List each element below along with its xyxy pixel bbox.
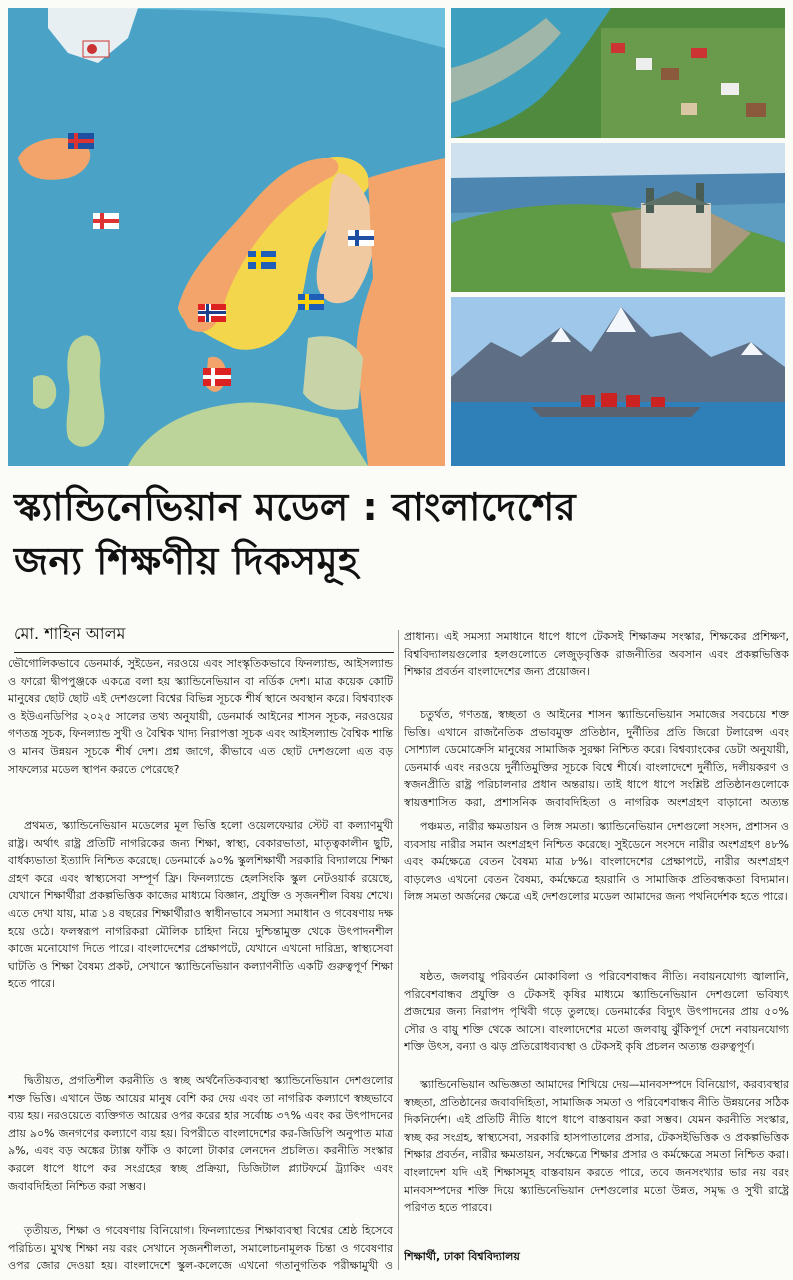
paragraph-fifth: পঞ্চমত, নারীর ক্ষমতায়ন ও লিঙ্গ সমতা। স্ক্যান্ডিনেভিয়ান দেশগুলো সংসদ, প্রশাসন ও ব্যবসায় নারীর সমান অংশগ্রহণ নিশ্চিত করেছে। সুইডেনে সংসদে নারীর অংশগ্রহণ ৪৮% এবং কর্মক্ষেত্রে বেতন বৈষম্য মাত্র ৮%। বাংলাদেশের প্রেক্ষাপটে, নারীর অংশগ্রহণ বাড়লেও এখনো বেতন বৈষম্য, কর্মক্ষেত্রে হয়রানি ও সামাজিক প্রতিবন্ধকতা বিদ্যমান। লিঙ্গ সমতা অর্জনের ক্ষেত্রে এই দেশগুলোর মডেল আমাদের জন্য পথনির্দেশক হতে পারে। bbox=[404, 820, 789, 904]
article-column-left bbox=[8, 0, 393, 1280]
paragraph-second: দ্বিতীয়ত, প্রগতিশীল করনীতি ও স্বচ্ছ অর্থনৈতিকব্যবস্থা স্ক্যান্ডিনেভিয়ান দেশগুলোর শক্ত ভিত্তি। এখানে উচ্চ আয়ের মানুষ বেশি কর দেয় এবং তা নাগরিক কল্যাণে স্বচ্ছভাবে ব্যয় হয়। নরওয়েতে ব্যক্তিগত আয়ের ওপর করের হার সর্বোচ্চ ৩৭% এবং কর উৎপাদনের প্রায় ৯০% জনগণের কল্যাণে ব্যয় হয়। বিপরীতে বাংলাদেশের কর-জিডিপি অনুপাত মাত্র ৯%, এবং বড় অঙ্কের ট্যাক্স ফাঁকি ও কালো টাকার লেনদেন প্রচলিত। করনীতি সংস্কার করলে ধাপে ধাপে কর সংগ্রহের স্বচ্ছ প্রক্রিয়া, ডিজিটাল প্ল্যাটফর্মে ট্র্যাকিং এবং জবাবদিহিতা নিশ্চিত করা সম্ভব। bbox=[8, 1074, 393, 1193]
paragraph-fourth: চতুর্থত, গণতন্ত্র, স্বচ্ছতা ও আইনের শাসন স্ক্যান্ডিনেভিয়ান সমাজের সবচেয়ে শক্ত ভিত্তি। এখানে রাজনৈতিক প্রভাবমুক্ত প্রতিষ্ঠান, দুর্নীতির প্রতি জিরো টলারেন্স এবং সোশ্যাল ডেমোক্রেসি মানুষের সামাজিক সুরক্ষা নিশ্চিত করে। বিশ্বব্যাংকের ডেটা অনুযায়ী, ডেনমার্ক এবং নরওয়ে দুর্নীতিমুক্তির সূচকে বিশ্বে শীর্ষে। বাংলাদেশে দুর্নীতি, দলীয়করণ ও স্বজনপ্রীতি রাষ্ট্র পরিচালনার প্রধান অন্তরায়। তাই ধাপে ধাপে সংশ্লিষ্ট প্রতিষ্ঠানগুলোকে স্বায়ত্তশাসিত করা, প্রশাসনিক জবাবদিহিতা ও নাগরিক অংশগ্রহণ বাড়ানো অত্যন্ত bbox=[404, 708, 789, 809]
paragraph-first: প্রথমত, স্ক্যান্ডিনেভিয়ান মডেলের মূল ভিত্তি হলো ওয়েলফেয়ার স্টেট বা কল্যাণমুখী রাষ্ট্র। অর্থাৎ রাষ্ট্র প্রতিটি নাগরিকের জন্য শিক্ষা, স্বাস্থ্য, বেকারভাতা, মাতৃত্বকালীন ছুটি, বার্ধক্যভাতা ইত্যাদি নিশ্চিত করেছে। ডেনমার্কে ৯০% স্কুলশিক্ষার্থী সরকারি বিদ্যালয়ে শিক্ষা গ্রহণ করে এবং স্বাস্থ্যসেবা সম্পূর্ণ ফ্রি। ফিনল্যান্ডে হেলসিংকি স্কুল নেটওয়ার্ক রয়েছে, যেখানে শিক্ষার্থীরা প্রকল্পভিত্তিক কাজের মাধ্যমে বিজ্ঞান, প্রযুক্তি ও সৃজনশীল বিষয় শেখে। এতে দেখা যায়, মাত্র ১৪ বছরের শিক্ষার্থীরাও স্বাধীনভাবে সমস্যা সমাধান ও গবেষণায় দক্ষ হয়ে ওঠে। ফলস্বরূপ নাগরিকরা মৌলিক চাহিদা নিয়ে দুশ্চিন্তামুক্ত থেকে উৎপাদনশীল কাজে মনোযোগ দিতে পারে। বাংলাদেশের প্রেক্ষাপটে, যেখানে এখনো দারিদ্র্য, স্বাস্থ্যসেবা ঘাটতি ও শিক্ষা বৈষম্য প্রকট, সেখানে স্ক্যান্ডিনেভিয়ান কল্যাণনীতি একটি গুরুত্বপূর্ণ শিক্ষা হতে পারে। bbox=[8, 819, 393, 991]
paragraph-third: তৃতীয়ত, শিক্ষা ও গবেষণায় বিনিয়োগ। ফিনল্যান্ডের শিক্ষাব্যবস্থা বিশ্বের শ্রেষ্ঠ হিসেবে পরিচিত। মুখস্থ শিক্ষা নয় বরং সেখানে সৃজনশীলতা, সমালোচনামূলক চিন্তা ও গবেষণার ওপর জোর দেওয়া হয়। বাংলাদেশে স্কুল-কলেজে এখনো গতানুগতিক পরীক্ষামুখী ও bbox=[8, 1224, 393, 1273]
paragraph-sixth: ষষ্ঠত, জলবায়ু পরিবর্তন মোকাবিলা ও পরিবেশবান্ধব নীতি। নবায়নযোগ্য জ্বালানি, পরিবেশবান্ধব প্রযুক্তি ও টেকসই কৃষির মাধ্যমে স্ক্যান্ডিনেভিয়ান দেশগুলো ভবিষ্যৎ প্রজন্মের জন্য নিরাপদ পৃথিবী গড়ে তুলছে। ডেনমার্কের বিদ্যুৎ উৎপাদনের প্রায় ৫০% সৌর ও বায়ু শক্তি থেকে আসে। বাংলাদেশের মতো জলবায়ু ঝুঁকিপূর্ণ দেশে নবায়নযোগ্য শক্তি উৎস, বন্যা ও ঝড় প্রতিরোধব্যবস্থা ও টেকসই কৃষি প্রচলন অত্যন্ত গুরুত্বপূর্ণ। bbox=[404, 970, 789, 1054]
paragraph-conclusion: স্ক্যান্ডিনেভিয়ান অভিজ্ঞতা আমাদের শিখিয়ে দেয়—মানবসম্পদে বিনিয়োগ, করব্যবস্থার স্বচ্ছতা, প্রতিষ্ঠানের জবাবদিহিতা, সামাজিক সমতা ও পরিবেশবান্ধব নীতি উন্নয়নের সঠিক দিকনির্দেশ। এই প্রতিটি নীতি ধাপে ধাপে বাস্তবায়ন করা সম্ভব। যেমন করনীতি সংস্কার, স্বচ্ছ কর সংগ্রহ, স্বাস্থ্যসেবা, সরকারি হাসপাতালের প্রসার, টেকসইভিত্তিক ও প্রকল্পভিত্তিক শিক্ষার প্রবর্তন, নারীর ক্ষমতায়ন, সর্বক্ষেত্রে শিক্ষার প্রসার ও কর্মক্ষেত্রে সমতা নিশ্চিত করা। বাংলাদেশ যদি এই শিক্ষাসমূহ বাস্তবায়ন করতে পারে, তবে জনসংখ্যার ভার নয় বরং মানবসম্পদের শক্তি দিয়ে স্ক্যান্ডিনেভিয়ান দেশগুলোর মতো উন্নত, সমৃদ্ধ ও সুখী রাষ্ট্রে পরিণত হতে পারবে। bbox=[404, 1078, 789, 1215]
paragraph-intro: ভৌগোলিকভাবে ডেনমার্ক, সুইডেন, নরওয়ে এবং সাংস্কৃতিকভাবে ফিনল্যান্ড, আইসল্যান্ড ও ফারো দ্বীপপুঞ্জকে একত্রে বলা হয় স্ক্যান্ডিনেভিয়ান বা নর্ডিক দেশ। মাত্র কয়েক কোটি মানুষের ছোট ছোট এই দেশগুলো বিশ্বের বিভিন্ন সূচকে শীর্ষ স্থানে অবস্থান করে। বিশ্বব্যাংক ও ইউএনডিপির ২০২৫ সালের তথ্য অনুযায়ী, ডেনমার্ক আইনের শাসন সূচক, নরওয়ের গণতন্ত্র সূচক, ফিনল্যান্ড সুখী ও বৈশ্বিক খাদ্য নিরাপত্তা সূচক এবং আইসল্যান্ড বৈশ্বিক শান্তি ও মানব উন্নয়ন সূচকে শীর্ষ দেশ। প্রশ্ন জাগে, কীভাবে এত ছোট দেশগুলো এত বড় সাফল্যের মডেল স্থাপন করতে পেরেছে? bbox=[8, 657, 393, 776]
author-affiliation: শিক্ষার্থী, ঢাকা বিশ্ববিদ্যালয় bbox=[404, 1250, 520, 1263]
headline-line-1: স্ক্যান্ডিনেভিয়ান মডেল : বাংলাদেশের bbox=[14, 485, 577, 529]
column-divider bbox=[398, 630, 399, 1270]
paragraph-third-cont: প্রাধান্য। এই সমস্যা সমাধানে ধাপে ধাপে টেকসই শিক্ষাক্রম সংস্কার, শিক্ষকের প্রশিক্ষণ, বিশ্ববিদ্যালয়গুলোর হলগুলোতে লেজুড়বৃত্তিক রাজনীতির অবসান এবং প্রকল্পভিত্তিক শিক্ষার প্রবর্তন বাংলাদেশের জন্য প্রয়োজন। bbox=[404, 630, 789, 679]
article-column-right bbox=[404, 0, 789, 1280]
author-byline: মো. শাহিন আলম bbox=[14, 622, 394, 653]
headline-line-2: জন্য শিক্ষণীয় দিকসমূহ bbox=[14, 539, 359, 583]
